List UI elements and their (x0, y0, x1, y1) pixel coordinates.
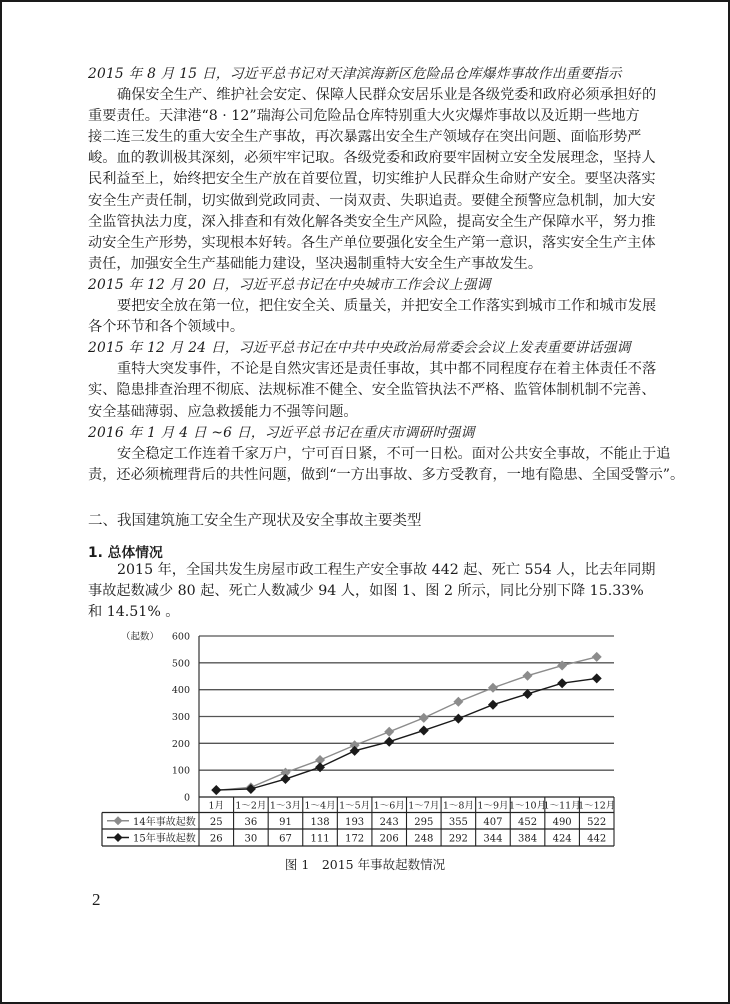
table-header-cell: 1～5月 (339, 800, 371, 812)
table-header-cell: 1～2月 (235, 800, 267, 812)
paragraph-line: 和 14.51% 。 (88, 604, 180, 621)
table-value-cell: 407 (483, 816, 503, 828)
diamond-marker (523, 671, 533, 681)
y-tick-label: 200 (171, 738, 190, 750)
table-value-cell: 26 (209, 833, 223, 845)
y-tick-label: 500 (171, 658, 190, 670)
table-value-cell: 452 (517, 816, 538, 828)
diamond-marker (280, 774, 290, 784)
diamond-marker (557, 678, 567, 688)
paragraph-line: 动安全生产形势，实现根本好转。各生产单位要强化安全生产第一意识，落实安全生产主体 (88, 234, 656, 251)
y-axis-label: （起数） (120, 631, 159, 643)
table-value-cell: 344 (483, 833, 503, 845)
diamond-marker (453, 714, 463, 724)
table-header-cell: 1～4月 (304, 800, 336, 812)
y-tick-label: 400 (171, 685, 190, 697)
diamond-marker (592, 652, 602, 662)
table-value-cell: 36 (244, 816, 258, 828)
paragraph-line: 接二连三发生的重大安全生产事故，再次暴露出安全生产领域存在突出问题、面临形势严 (88, 129, 642, 146)
legend-label: 15年事故起数 (133, 833, 196, 845)
legend-diamond-icon (114, 816, 123, 825)
table-value-cell: 292 (448, 833, 468, 845)
paragraph-line: 确保安全生产、维护社会安定、保障人民群众安居乐业是各级党委和政府必须承担好的 (117, 87, 657, 104)
table-value-cell: 442 (587, 833, 607, 845)
section-title: 二、我国建筑施工安全生产现状及安全事故主要类型 (88, 513, 422, 529)
paragraph-line: 事故起数减少 80 起、死亡人数减少 94 人，如图 1、图 2 所示，同比分别下降 15.33% (88, 583, 644, 600)
table-header-cell: 1～9月 (477, 800, 509, 812)
table-value-cell: 206 (379, 833, 399, 845)
table-header-cell: 1～7月 (408, 800, 440, 812)
paragraph-line: 峻。血的教训极其深刻，必须牢牢记取。各级党委和政府要牢固树立安全发展理念，坚持人 (88, 150, 656, 167)
table-value-cell: 91 (279, 816, 292, 828)
paragraph-line: 责，还必须梳理背后的共性问题，做到“一方出事故、多方受教育，一地有隐患、全国受警示”。 (88, 466, 685, 483)
table-value-cell: 67 (279, 833, 292, 845)
diamond-marker (523, 689, 533, 699)
table-value-cell: 111 (310, 833, 330, 845)
table-value-cell: 522 (587, 816, 607, 828)
table-header-cell: 1～12月 (578, 800, 616, 812)
table-value-cell: 295 (414, 816, 434, 828)
table-value-cell: 30 (244, 833, 258, 845)
paragraph-line: 安全稳定工作连着千家万户，宁可百日紧，不可一日松。面对公共安全事故，不能止于追 (117, 445, 671, 462)
page-number: 2 (92, 890, 101, 909)
paragraph-line: 全监管执法力度，深入排查和有效化解各类安全生产风险，提高安全生产保障水平，努力推 (88, 213, 656, 230)
table-value-cell: 490 (552, 816, 572, 828)
date-heading: 2016 年 1 月 4 日 ~6 日，习近平总书记在重庆市调研时强调 (88, 424, 475, 441)
paragraph-line: 重特大突发事件，不论是自然灾害还是责任事故，其中都不同程度存在着主体责任不落 (117, 361, 657, 378)
diamond-marker (557, 661, 567, 671)
paragraph-line: 要把安全放在第一位，把住安全关、质量关，并把安全工作落实到城市工作和城市发展 (117, 298, 657, 315)
diamond-marker (488, 700, 498, 710)
table-value-cell: 138 (310, 816, 330, 828)
table-value-cell: 172 (345, 833, 365, 845)
table-header-cell: 1～8月 (442, 800, 474, 812)
diamond-marker (419, 725, 429, 735)
figure-caption: 图 1 2015 年事故起数情况 (284, 857, 446, 872)
date-heading: 2015 年 12 月 20 日，习近平总书记在中央城市工作会议上强调 (88, 276, 491, 293)
diamond-marker (488, 683, 498, 693)
legend-diamond-icon (114, 833, 123, 842)
table-header-cell: 1～10月 (508, 800, 547, 812)
table-value-cell: 25 (209, 816, 223, 828)
y-tick-label: 600 (171, 631, 190, 643)
paragraph-line: 安全基础薄弱、应急救援能力不强等问题。 (88, 403, 358, 420)
paragraph-line: 重要责任。天津港“8 · 12”瑞海公司危险品仓库特别重大火灾爆炸事故以及近期一些地方 (88, 108, 640, 125)
date-heading: 2015 年 8 月 15 日，习近平总书记对天津滨海新区危险品仓库爆炸事故作出重要指示 (88, 66, 622, 82)
table-value-cell: 248 (414, 833, 434, 845)
table-value-cell: 424 (552, 833, 572, 845)
table-header-cell: 1～6月 (373, 800, 405, 812)
table-header-cell: 1～11月 (543, 800, 581, 812)
diamond-marker (384, 727, 394, 737)
table-value-cell: 355 (448, 816, 468, 828)
table-header-cell: 1月 (208, 800, 225, 812)
series-line-2 (216, 678, 596, 790)
legend-label: 14年事故起数 (133, 816, 196, 828)
y-tick-label: 100 (171, 765, 190, 777)
table-header-cell: 1～3月 (269, 800, 302, 812)
diamond-marker (453, 697, 463, 707)
paragraph-line: 民利益至上，始终把安全生产放在首要位置，切实维护人民群众生命财产安全。要坚决落实 (88, 171, 656, 188)
y-tick-label: 300 (171, 712, 190, 723)
table-value-cell: 243 (379, 816, 399, 828)
paragraph-line: 安全生产责任制，切实做到党政同责、一岗双责、失职追责。要健全预警应急机制，加大安 (88, 192, 656, 209)
paragraph-line: 实、隐患排查治理不彻底、法规标准不健全、安全监管执法不严格、监管体制机制不完善、 (88, 382, 656, 399)
paragraph-line: 责任，加强安全生产基础能力建设，坚决遏制重特大安全生产事故发生。 (88, 255, 543, 272)
diamond-marker (592, 673, 602, 683)
table-value-cell: 384 (517, 833, 538, 845)
diamond-marker (211, 785, 221, 795)
y-tick-label: 0 (183, 792, 190, 804)
diamond-marker (384, 737, 394, 747)
table-value-cell: 193 (345, 816, 365, 828)
diamond-marker (419, 713, 429, 723)
date-heading: 2015 年 12 月 24 日，习近平总书记在中共中央政治局常委会会议上发表重要讲话强调 (88, 340, 631, 357)
paragraph-line: 2015 年，全国共发生房屋市政工程生产安全事故 442 起、死亡 554 人，比去年同期 (117, 562, 656, 578)
paragraph-line: 各个环节和各个领域中。 (88, 319, 245, 336)
subsection-title: 1. 总体情况 (88, 545, 163, 561)
